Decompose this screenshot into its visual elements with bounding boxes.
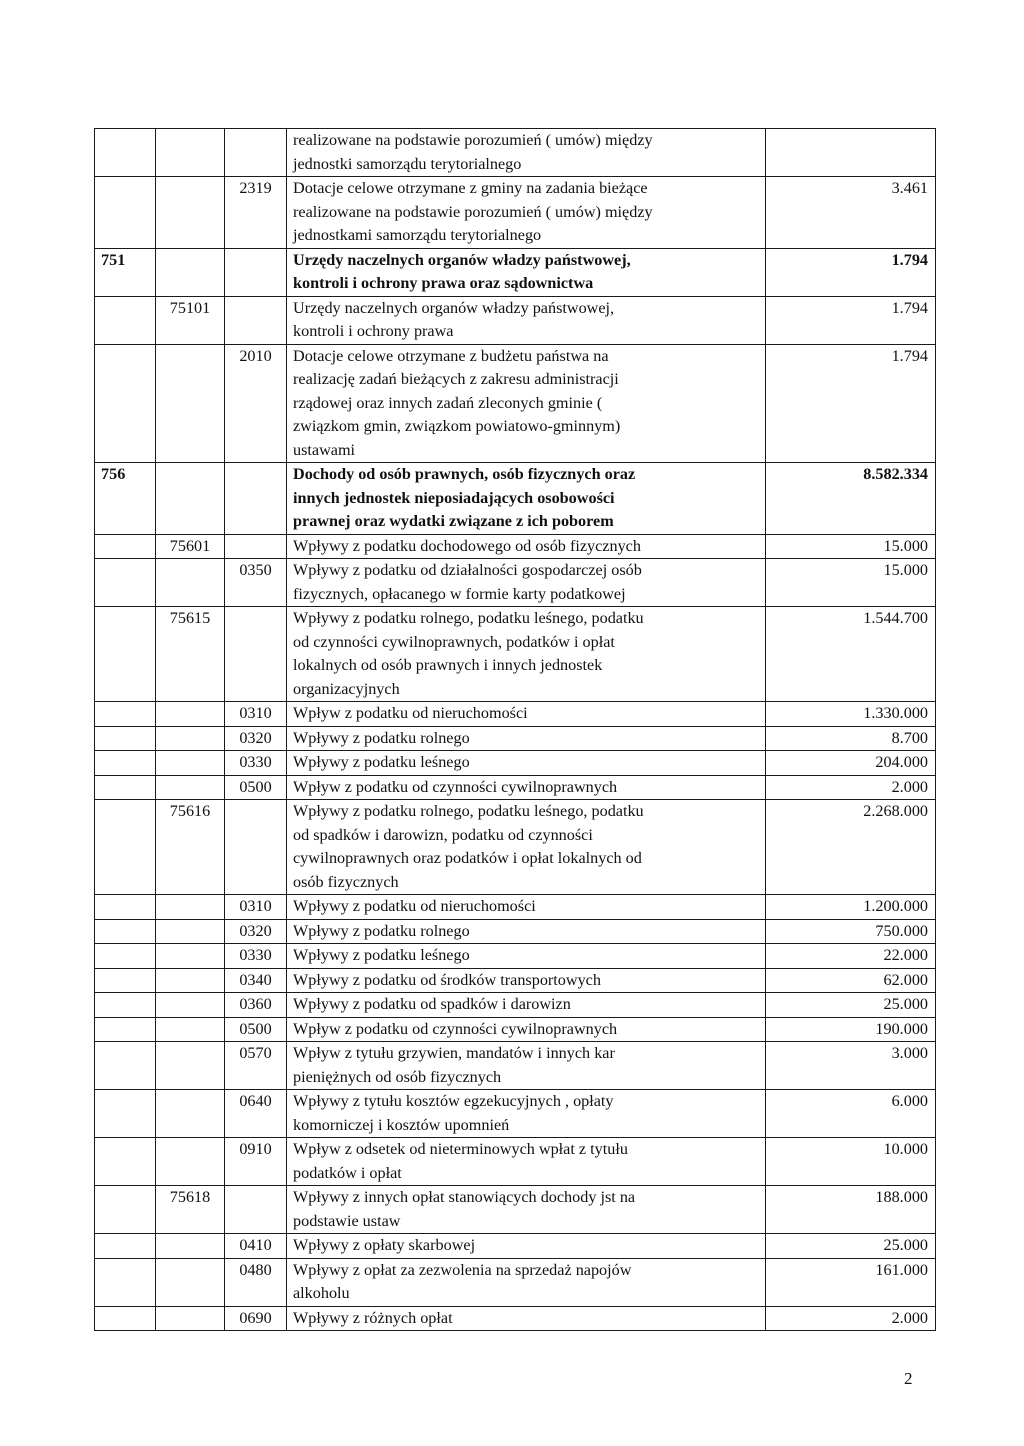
table-row: [95, 296, 936, 344]
paragraf-cell: [225, 129, 287, 177]
rozdzial-cell: [156, 1090, 225, 1138]
kwota-cell: 8.582.334: [766, 463, 936, 535]
kwota-cell: 15.000: [766, 534, 936, 559]
table-row: [95, 1306, 936, 1331]
table-row: [95, 895, 936, 920]
kwota-cell: 8.700: [766, 726, 936, 751]
rozdzial-cell: [156, 1258, 225, 1306]
dzial-cell: [95, 775, 156, 800]
tresc-cell: Wpływy z innych opłat stanowiących dochody jst na podstawie ustaw: [287, 1186, 766, 1234]
rozdzial-cell: [156, 751, 225, 776]
dzial-cell: [95, 607, 156, 702]
dzial-cell: [95, 1306, 156, 1331]
tresc-cell: Dochody od osób prawnych, osób fizycznych oraz innych jednostek nieposiadających osobowości prawnej oraz wydatki związane z ich poborem: [287, 463, 766, 535]
kwota-cell: 1.794: [766, 344, 936, 463]
dzial-cell: [95, 993, 156, 1018]
rozdzial-cell: 75601: [156, 534, 225, 559]
dzial-cell: [95, 129, 156, 177]
dzial-cell: [95, 1258, 156, 1306]
dzial-cell: [95, 1234, 156, 1259]
kwota-cell: 10.000: [766, 1138, 936, 1186]
rozdzial-cell: [156, 944, 225, 969]
table-row: [95, 1186, 936, 1234]
dzial-cell: [95, 559, 156, 607]
tresc-cell: Dotacje celowe otrzymane z gminy na zadania bieżące realizowane na podstawie porozumień ( umów) między jednostkami samorządu terytorialnego: [287, 177, 766, 249]
paragraf-cell: 0500: [225, 1017, 287, 1042]
dzial-cell: [95, 800, 156, 895]
table-row: [95, 968, 936, 993]
kwota-cell: 188.000: [766, 1186, 936, 1234]
table-row: [95, 129, 936, 177]
rozdzial-cell: [156, 1234, 225, 1259]
table-row: [95, 1090, 936, 1138]
dzial-cell: [95, 895, 156, 920]
dzial-cell: [95, 296, 156, 344]
paragraf-cell: [225, 248, 287, 296]
table-row: [95, 1258, 936, 1306]
table-row: [95, 702, 936, 727]
tresc-cell: Wpływ z podatku od czynności cywilnoprawnych: [287, 775, 766, 800]
table-row: [95, 726, 936, 751]
kwota-cell: 25.000: [766, 1234, 936, 1259]
kwota-cell: 62.000: [766, 968, 936, 993]
table-row: [95, 344, 936, 463]
kwota-cell: 1.200.000: [766, 895, 936, 920]
paragraf-cell: [225, 1186, 287, 1234]
tresc-cell: Dotacje celowe otrzymane z budżetu państwa na realizację zadań bieżących z zakresu administracji rządowej oraz innych zadań zleconych gminie ( związkom gmin, związkom powiatowo-gminnym) ustawami: [287, 344, 766, 463]
paragraf-cell: [225, 296, 287, 344]
paragraf-cell: 2319: [225, 177, 287, 249]
tresc-cell: Wpływy z podatku rolnego, podatku leśnego, podatku od czynności cywilnoprawnych, podatków i opłat lokalnych od osób prawnych i innych jednostek organizacyjnych: [287, 607, 766, 702]
table-row: [95, 463, 936, 535]
rozdzial-cell: [156, 344, 225, 463]
tresc-cell: Wpływy z podatku od środków transportowych: [287, 968, 766, 993]
table-row: [95, 559, 936, 607]
tresc-cell: Wpływy z podatku od spadków i darowizn: [287, 993, 766, 1018]
rozdzial-cell: [156, 726, 225, 751]
tresc-cell: Wpływ z podatku od czynności cywilnoprawnych: [287, 1017, 766, 1042]
rozdzial-cell: 75615: [156, 607, 225, 702]
rozdzial-cell: [156, 177, 225, 249]
tresc-cell: Wpływ z odsetek od nieterminowych wpłat z tytułu podatków i opłat: [287, 1138, 766, 1186]
kwota-cell: 2.268.000: [766, 800, 936, 895]
paragraf-cell: [225, 800, 287, 895]
table-row: [95, 177, 936, 249]
dzial-cell: 756: [95, 463, 156, 535]
table-row: [95, 919, 936, 944]
table-row: [95, 751, 936, 776]
rozdzial-cell: [156, 775, 225, 800]
dzial-cell: [95, 534, 156, 559]
tresc-cell: Wpływy z różnych opłat: [287, 1306, 766, 1331]
dzial-cell: [95, 751, 156, 776]
tresc-cell: Wpływy z opłat za zezwolenia na sprzedaż napojów alkoholu: [287, 1258, 766, 1306]
paragraf-cell: 0340: [225, 968, 287, 993]
table-row: [95, 1017, 936, 1042]
tresc-cell: Wpływy z podatku leśnego: [287, 944, 766, 969]
tresc-cell: Wpływy z tytułu kosztów egzekucyjnych , opłaty komorniczej i kosztów upomnień: [287, 1090, 766, 1138]
paragraf-cell: [225, 534, 287, 559]
dzial-cell: [95, 702, 156, 727]
table-row: [95, 248, 936, 296]
rozdzial-cell: [156, 968, 225, 993]
rozdzial-cell: [156, 463, 225, 535]
rozdzial-cell: [156, 993, 225, 1018]
paragraf-cell: 0320: [225, 726, 287, 751]
table-row: [95, 1234, 936, 1259]
rozdzial-cell: [156, 702, 225, 727]
paragraf-cell: 0360: [225, 993, 287, 1018]
kwota-cell: 1.330.000: [766, 702, 936, 727]
paragraf-cell: 2010: [225, 344, 287, 463]
table-row: [95, 534, 936, 559]
table-row: [95, 993, 936, 1018]
paragraf-cell: 0500: [225, 775, 287, 800]
rozdzial-cell: [156, 919, 225, 944]
rozdzial-cell: [156, 895, 225, 920]
tresc-cell: Wpływ z tytułu grzywien, mandatów i innych kar pieniężnych od osób fizycznych: [287, 1042, 766, 1090]
dzial-cell: [95, 1042, 156, 1090]
table-row: [95, 1042, 936, 1090]
rozdzial-cell: [156, 1017, 225, 1042]
tresc-cell: Urzędy naczelnych organów władzy państwowej, kontroli i ochrony prawa: [287, 296, 766, 344]
dzial-cell: 751: [95, 248, 156, 296]
paragraf-cell: 0320: [225, 919, 287, 944]
dzial-cell: [95, 1186, 156, 1234]
budget-table: [94, 128, 936, 1331]
rozdzial-cell: [156, 248, 225, 296]
paragraf-cell: 0910: [225, 1138, 287, 1186]
paragraf-cell: 0330: [225, 751, 287, 776]
kwota-cell: 1.794: [766, 248, 936, 296]
tresc-cell: Wpływy z podatku rolnego: [287, 726, 766, 751]
kwota-cell: 161.000: [766, 1258, 936, 1306]
tresc-cell: Wpływy z opłaty skarbowej: [287, 1234, 766, 1259]
kwota-cell: 15.000: [766, 559, 936, 607]
paragraf-cell: 0690: [225, 1306, 287, 1331]
kwota-cell: 2.000: [766, 1306, 936, 1331]
kwota-cell: 3.000: [766, 1042, 936, 1090]
tresc-cell: realizowane na podstawie porozumień ( umów) między jednostki samorządu terytorialnego: [287, 129, 766, 177]
kwota-cell: 25.000: [766, 993, 936, 1018]
rozdzial-cell: 75101: [156, 296, 225, 344]
paragraf-cell: 0410: [225, 1234, 287, 1259]
tresc-cell: Wpływy z podatku dochodowego od osób fizycznych: [287, 534, 766, 559]
paragraf-cell: [225, 607, 287, 702]
kwota-cell: 750.000: [766, 919, 936, 944]
table-row: [95, 944, 936, 969]
table-row: [95, 775, 936, 800]
dzial-cell: [95, 1138, 156, 1186]
kwota-cell: 190.000: [766, 1017, 936, 1042]
paragraf-cell: 0570: [225, 1042, 287, 1090]
table-row: [95, 607, 936, 702]
dzial-cell: [95, 919, 156, 944]
paragraf-cell: 0640: [225, 1090, 287, 1138]
dzial-cell: [95, 944, 156, 969]
rozdzial-cell: [156, 1306, 225, 1331]
kwota-cell: [766, 129, 936, 177]
tresc-cell: Wpływy z podatku rolnego, podatku leśnego, podatku od spadków i darowizn, podatku od czynności cywilnoprawnych oraz podatków i opłat lokalnych od osób fizycznych: [287, 800, 766, 895]
paragraf-cell: 0310: [225, 702, 287, 727]
table-row: [95, 800, 936, 895]
tresc-cell: Urzędy naczelnych organów władzy państwowej, kontroli i ochrony prawa oraz sądownictwa: [287, 248, 766, 296]
tresc-cell: Wpływy z podatku od działalności gospodarczej osób fizycznych, opłacanego w formie karty podatkowej: [287, 559, 766, 607]
dzial-cell: [95, 344, 156, 463]
tresc-cell: Wpływy z podatku rolnego: [287, 919, 766, 944]
budget-table-body: [95, 129, 936, 1331]
kwota-cell: 204.000: [766, 751, 936, 776]
kwota-cell: 2.000: [766, 775, 936, 800]
tresc-cell: Wpływy z podatku leśnego: [287, 751, 766, 776]
paragraf-cell: 0310: [225, 895, 287, 920]
dzial-cell: [95, 1017, 156, 1042]
rozdzial-cell: [156, 129, 225, 177]
dzial-cell: [95, 968, 156, 993]
tresc-cell: Wpływy z podatku od nieruchomości: [287, 895, 766, 920]
rozdzial-cell: 75616: [156, 800, 225, 895]
kwota-cell: 3.461: [766, 177, 936, 249]
paragraf-cell: 0330: [225, 944, 287, 969]
dzial-cell: [95, 1090, 156, 1138]
paragraf-cell: [225, 463, 287, 535]
rozdzial-cell: [156, 1042, 225, 1090]
kwota-cell: 22.000: [766, 944, 936, 969]
dzial-cell: [95, 726, 156, 751]
kwota-cell: 1.794: [766, 296, 936, 344]
table-row: [95, 1138, 936, 1186]
paragraf-cell: 0480: [225, 1258, 287, 1306]
rozdzial-cell: [156, 1138, 225, 1186]
paragraf-cell: 0350: [225, 559, 287, 607]
page-number: 2: [904, 1369, 913, 1388]
kwota-cell: 6.000: [766, 1090, 936, 1138]
rozdzial-cell: [156, 559, 225, 607]
kwota-cell: 1.544.700: [766, 607, 936, 702]
dzial-cell: [95, 177, 156, 249]
tresc-cell: Wpływ z podatku od nieruchomości: [287, 702, 766, 727]
rozdzial-cell: 75618: [156, 1186, 225, 1234]
